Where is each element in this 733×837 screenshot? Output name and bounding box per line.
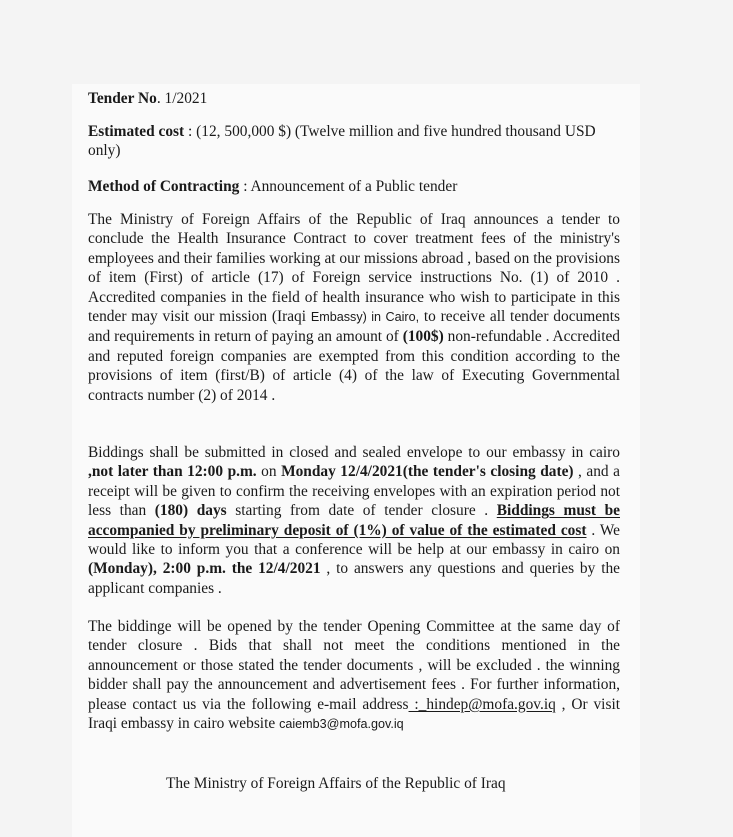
paragraph-announcement [88, 210, 620, 405]
method-label: Method of Contracting [88, 178, 240, 195]
paragraph-submission [88, 443, 620, 598]
tender-number-value: . 1/2021 [156, 90, 208, 107]
para2-text-j: . We would like to inform you that a conference will be help at our embassy in cairo on [88, 521, 621, 559]
paragraph-opening [88, 617, 620, 734]
para3-text-a: The biddinge will be opened by the tender Opening Committee at the same day of tender closure . Bids that shall not meet the conditions mentioned in the announcement or those stated the tender documents , will be excluded . the winning bidder shall pay the announcement and advertisement fees . For further information, please contact us via the following e-mail address [88, 618, 620, 713]
estimated-cost-value: : (12, 500,000 $) (Twelve million and five hundred thousand USD only) [88, 123, 596, 160]
para2-text-a: Biddings shall be submitted in closed and sealed envelope to our embassy in cairo [88, 444, 620, 461]
para2-conference-time: (Monday), 2:00 p.m. the 12/4/2021 [88, 560, 321, 578]
estimated-cost [88, 122, 620, 161]
para2-text-l: , to answers any questions and queries by the applicant companies . [88, 560, 620, 597]
signature-line: The Ministry of Foreign Affairs of the Republic of Iraq [166, 775, 506, 792]
para2-closing-date: Monday 12/4/2021(the tender's closing date) [281, 463, 574, 481]
para2-text-c: on [256, 463, 282, 481]
para2-text-e: , and a receipt will be given to confirm the receiving envelopes with an expiration period not less than [88, 463, 620, 520]
method-of-contracting [88, 177, 620, 196]
para1-text-b: to receive all tender documents and requirements in return of paying an amount of [88, 308, 620, 346]
para1-text-a: The Ministry of Foreign Affairs of the Republic of Iraq announces a tender to conclude the Health Insurance Contract to cover treatment fees of the ministry's employees and their families working at our missions abroad , based on the provisions of item (First) of article (17) of Foreign service instructions No. (1) of 2010 . Accredited companies in the field of health insurance who wish to participate in this tender may visit our mission (Iraqi [88, 211, 620, 326]
method-value: : Announcement of a Public tender [243, 178, 458, 195]
para1-fee-amount: (100$) [398, 328, 444, 346]
tender-number-label: Tender No [88, 90, 157, 107]
para1-text-c: non-refundable . Accredited and reputed foreign companies are exempted from this condition according to the provisions of item (first/B) of article (4) of the law of Executing Governmental contracts number (2) of 2014 . [88, 328, 620, 404]
para3-text-c: , Or visit Iraqi embassy in cairo website [88, 695, 620, 733]
para2-deadline-time: ,not later than 12:00 p.m. [88, 463, 257, 481]
estimated-cost-label: Estimated cost [88, 123, 185, 140]
contact-email-link[interactable]: :_hindep@mofa.gov.iq [408, 695, 556, 713]
para2-text-h: . [475, 502, 497, 520]
embassy-website-email[interactable]: caiemb3@mofa.gov.iq [279, 717, 404, 732]
para2-validity-days: (180) days [146, 502, 227, 520]
para2-text-g: starting from date of tender closure [226, 502, 476, 520]
para2-deposit-requirement: Biddings must be accompanied by preliminary deposit of (1%) of value of the estimated cost [88, 502, 620, 539]
tender-number [88, 89, 620, 108]
para1-embassy-cairo: Embassy) in Cairo, [310, 310, 420, 325]
